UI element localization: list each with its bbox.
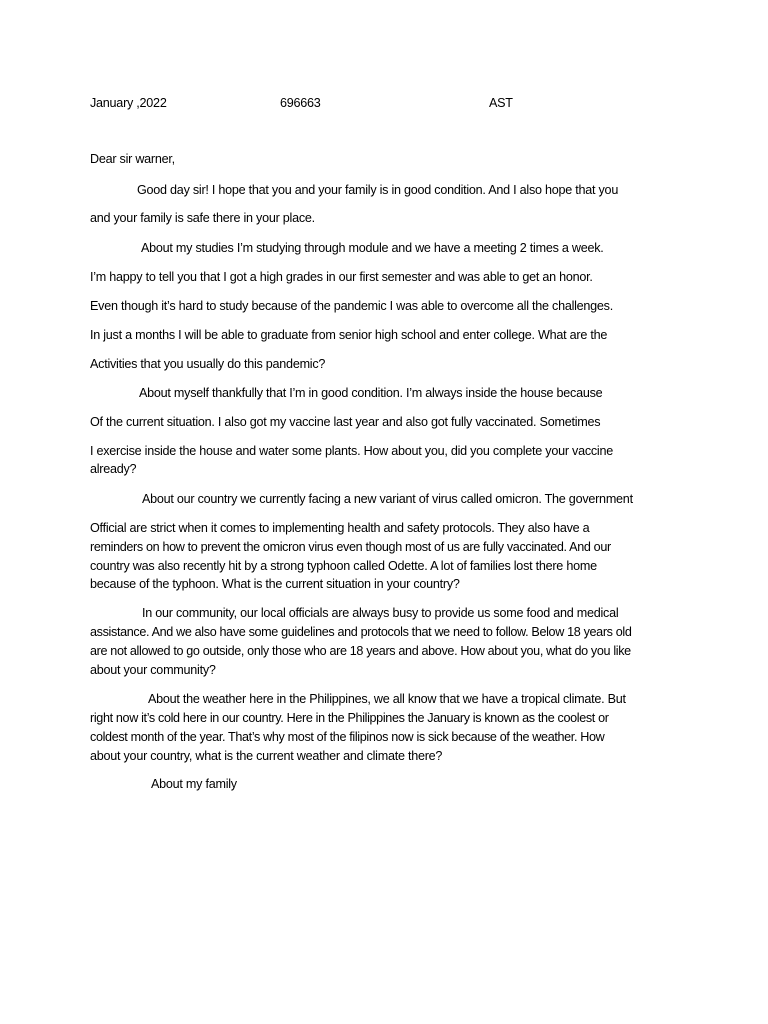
paragraph-line: assistance. And we also have some guidelines and protocols that we need to follow. Below 18 years old — [90, 625, 632, 639]
paragraph-line: About the weather here in the Philippines, we all know that we have a tropical climate. But — [148, 692, 626, 706]
paragraph-line: Of the current situation. I also got my vaccine last year and also got fully vaccinated. Sometimes — [90, 415, 601, 429]
letter-section: AST — [489, 96, 513, 110]
paragraph-line: because of the typhoon. What is the current situation in your country? — [90, 577, 460, 591]
paragraph-line: Official are strict when it comes to implementing health and safety protocols. They also have a — [90, 521, 590, 535]
paragraph-line: about your community? — [90, 663, 216, 677]
paragraph-line: coldest month of the year. That’s why most of the filipinos now is sick because of the weather. How — [90, 730, 605, 744]
letter-code: 696663 — [280, 96, 321, 110]
paragraph-line: are not allowed to go outside, only those who are 18 years and above. How about you, what do you like — [90, 644, 631, 658]
paragraph-line: About our country we currently facing a new variant of virus called omicron. The government — [142, 492, 633, 506]
paragraph-line: In our community, our local officials are always busy to provide us some food and medical — [142, 606, 619, 620]
paragraph-line: I exercise inside the house and water some plants. How about you, did you complete your vaccine — [90, 444, 613, 458]
paragraph-line: About my family — [151, 777, 237, 791]
paragraph-line: and your family is safe there in your place. — [90, 211, 315, 225]
paragraph-line: I’m happy to tell you that I got a high grades in our first semester and was able to get an honor. — [90, 270, 593, 284]
paragraph-line: Even though it’s hard to study because of the pandemic I was able to overcome all the challenges. — [90, 299, 613, 313]
paragraph-line: right now it’s cold here in our country. Here in the Philippines the January is known as the coolest or — [90, 711, 609, 725]
paragraph-line: reminders on how to prevent the omicron virus even though most of us are fully vaccinated. And our — [90, 540, 611, 554]
paragraph-line: Good day sir! I hope that you and your family is in good condition. And I also hope that you — [137, 183, 619, 197]
paragraph-line: About myself thankfully that I’m in good condition. I’m always inside the house because — [139, 386, 603, 400]
paragraph-line: Activities that you usually do this pandemic? — [90, 357, 326, 371]
paragraph-line: In just a months I will be able to graduate from senior high school and enter college. What are the — [90, 328, 608, 342]
salutation: Dear sir warner, — [90, 152, 175, 166]
letter-date: January ,2022 — [90, 96, 167, 110]
paragraph-line: country was also recently hit by a strong typhoon called Odette. A lot of families lost there home — [90, 559, 597, 573]
paragraph-line: already? — [90, 462, 137, 476]
paragraph-line: About my studies I’m studying through module and we have a meeting 2 times a week. — [141, 241, 604, 255]
paragraph-line: about your country, what is the current weather and climate there? — [90, 749, 443, 763]
